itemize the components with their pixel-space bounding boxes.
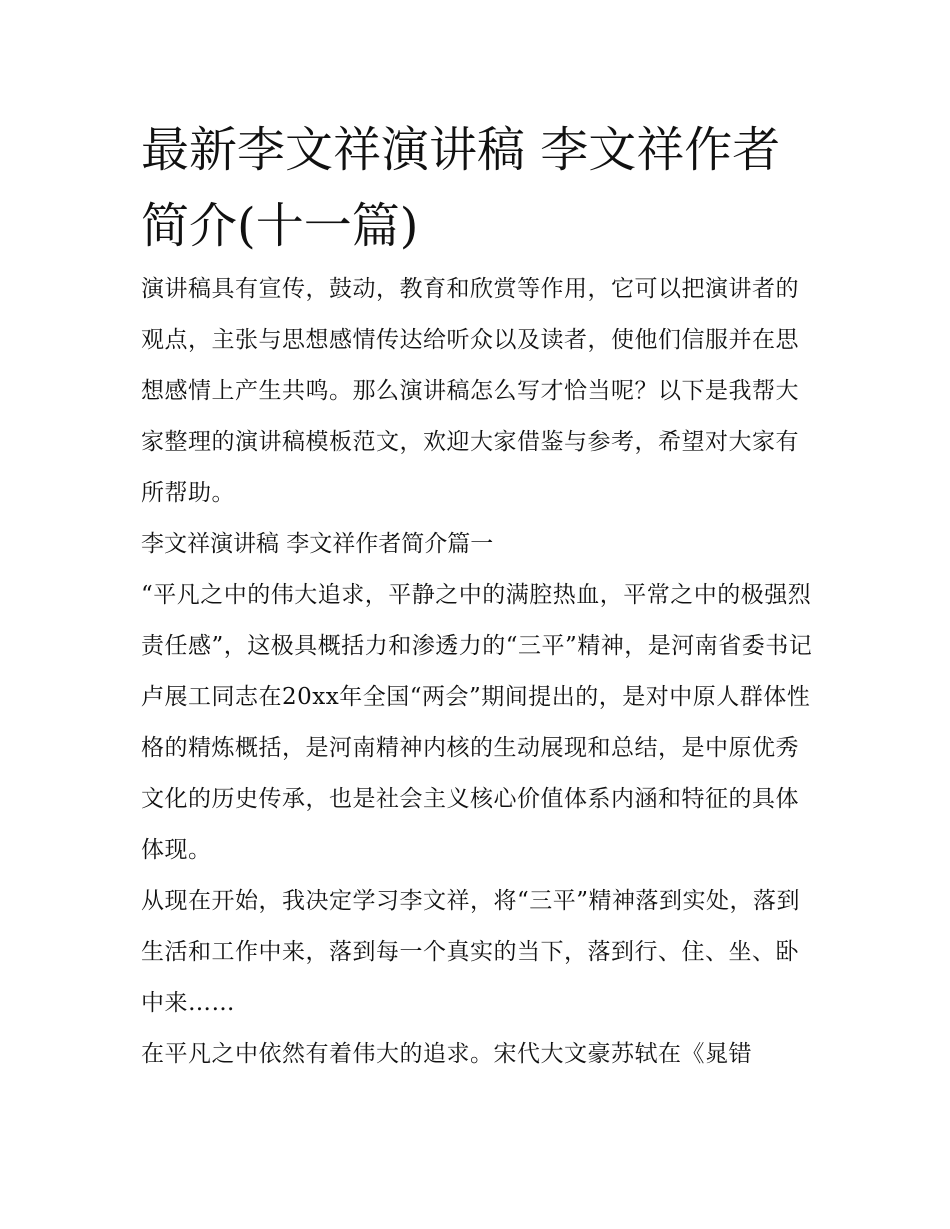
intro-paragraph: 演讲稿具有宣传，鼓动，教育和欣赏等作用，它可以把演讲者的观点，主张与思想感情传达给听众以及读者，使他们信服并在思想感情上产生共鸣。那么演讲稿怎么写才恰当呢？以下是我帮大家整理的演讲稿模板范文，欢迎大家借鉴与参考，希望对大家有所帮助。 [141,276,799,506]
document-title: 最新李文祥演讲稿 李文祥作者简介(十一篇) [141,122,781,254]
body-paragraph: 在平凡之中依然有着伟大的追求。宋代大文豪苏轼在《晁错 [141,1041,752,1067]
body-paragraph: “平凡之中的伟大追求，平静之中的满腔热血，平常之中的极强烈责任感”，这极具概括力和渗透力的“三平”精神，是河南省委书记卢展工同志在20xx年全国“两会”期间提出的，是对中原人群体性格的精炼概括，是河南精神内核的生动展现和总结，是中原优秀文化的历史传承，也是社会主义核心价值体系内涵和特征的具体体现。 [141,582,813,863]
document-body [141,112,813,1080]
body-paragraph: 从现在开始，我决定学习李文祥，将“三平”精神落到实处，落到生活和工作中来，落到每一个真实的当下，落到行、住、坐、卧中来…… [141,888,801,1016]
section-heading: 李文祥演讲稿 李文祥作者简介篇一 [141,531,494,557]
